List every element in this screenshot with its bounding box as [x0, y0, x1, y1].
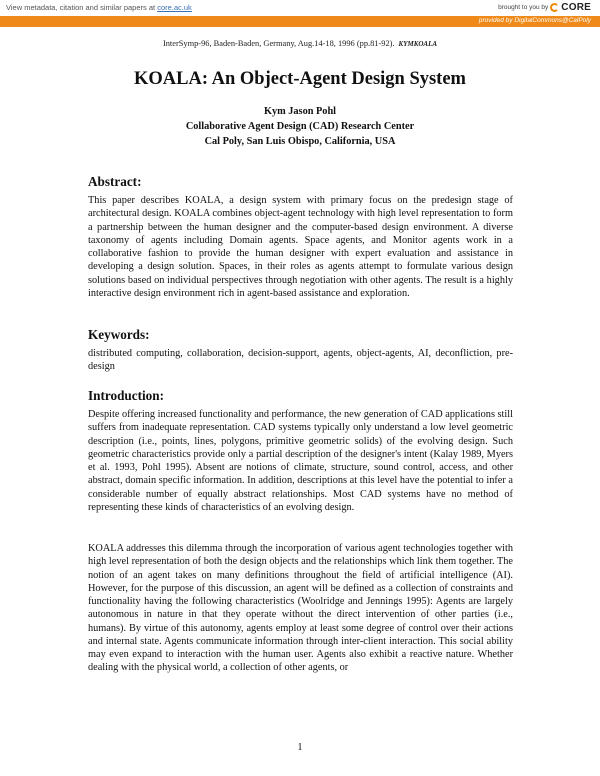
page-number: 1 [297, 742, 303, 753]
provided-by-bar [0, 16, 600, 27]
core-ac-uk-link[interactable]: core.ac.uk [157, 3, 192, 12]
keywords-heading: Keywords: [88, 327, 150, 342]
citation-header [0, 39, 600, 48]
core-logo-text: CORE [561, 2, 591, 13]
core-banner [0, 0, 600, 16]
keywords-text: distributed computing, collaboration, decision-support, agents, object-agents, AI, deconfliction, pre-design [88, 348, 513, 373]
introduction-heading: Introduction: [88, 388, 164, 403]
citation-tag: KYMKOALA [398, 40, 438, 48]
author-block [0, 104, 600, 149]
brought-label: brought to you by [498, 4, 549, 11]
core-logo[interactable] [550, 2, 591, 13]
paper-title: KOALA: An Object-Agent Design System [134, 69, 466, 89]
introduction-paragraph-2: KOALA addresses this dilemma through the incorporation of various agent technologies together with high level representation of both the design objects and the relationships which link them together. The notion of an agent takes on many definitions throughout the field of artificial intelligence (AI). However, for the purpose of this discussion, an agent will be defined as a collection of constraints and functionality having the following characteristics (Woolridge and Jennings 1995): Agents are largely autonomous in nature in that they operate without the direct intervention of other parties (i.e., humans). By virtue of this autonomy, agents employ at least some degree of control over their actions and internal state. Agents communicate information through inter-client interaction. This social ability may even expand to interaction with the human user. Agents also exhibit a reactive nature. Whether dealing with the physical world, a collection of other agents, or [88, 543, 513, 674]
author-location: Cal Poly, San Luis Obispo, California, USA [204, 136, 396, 147]
view-metadata-label: View metadata, citation and similar papers at [6, 3, 158, 12]
citation-text: InterSymp-96, Baden-Baden, Germany, Aug.14-18, 1996 (pp.81-92). [162, 39, 395, 48]
core-logo-icon [550, 3, 559, 12]
author-affiliation: Collaborative Agent Design (CAD) Research Center [185, 121, 415, 132]
brought-to-you-by[interactable] [498, 2, 591, 13]
author-name: Kym Jason Pohl [263, 106, 337, 117]
view-metadata-text [6, 3, 192, 12]
abstract-heading: Abstract: [88, 174, 142, 189]
provided-by-link[interactable]: provided by DigitalCommons@CalPoly [478, 17, 591, 24]
introduction-paragraph-1: Despite offering increased functionality and performance, the new generation of CAD applications still suffers from inadequate representation. CAD systems typically only understand a low level geometric description (i.e., points, lines, polygons, primitive geometric solids) of the evolving design. Such geometric characteristics provide only a partial description of the designer's intent (Kalay 1989, Myers et al. 1993, Pohl 1995). Absent are notions of climate, structure, sound control, access, and other abstract, domain specific information. In addition, descriptions at this level have the potential to infer a considerable number of equally abstract relationships. Most CAD systems have no method of representing these kinds of characteristics of an evolving design. [88, 409, 513, 513]
abstract-text: This paper describes KOALA, a design system with primary focus on the predesign stage of architectural design. KOALA combines object-agent technology with high level representation to form a partnership between the human designer and the computer-based design environment. A diverse taxonomy of agents including Domain agents. Space agents, and Monitor agents work in a collaborative fashion to provide the human designer with expert evaluation and assistance in developing a design solution. Spaces, in their roles as agents attempt to formulate various design solutions based on individual perspectives through negotiation with other agents. The result is a highly interactive design environment rich in agent-based assistance and exploration. [88, 195, 513, 299]
